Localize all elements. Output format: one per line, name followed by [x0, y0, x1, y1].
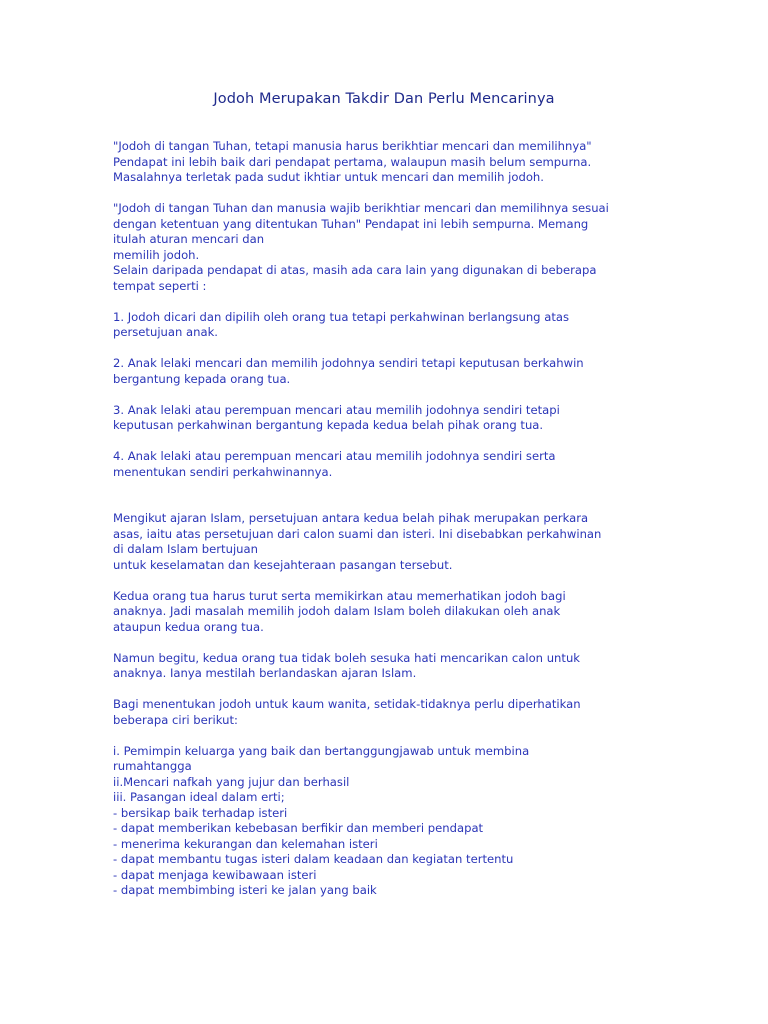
- text-line: tempat seperti :: [113, 278, 207, 293]
- text-line: rumahtangga: [113, 759, 192, 773]
- blank-line: [113, 387, 673, 403]
- text-line: - bersikap baik terhadap isteri: [113, 805, 288, 820]
- document-body: [113, 139, 673, 899]
- text-line: anaknya. Jadi masalah memilih jodoh dalam Islam boleh dilakukan oleh anak: [113, 604, 561, 618]
- text-line: - dapat menjaga kewibawaan isteri: [113, 867, 317, 882]
- text-line: Pendapat ini lebih baik dari pendapat pertama, walaupun masih belum sempurna.: [113, 154, 592, 169]
- text-line: "Jodoh di tangan Tuhan, tetapi manusia harus berikhtiar mencari dan memilihnya": [113, 139, 592, 153]
- text-line: bergantung kepada orang tua.: [113, 371, 291, 386]
- text-line: ataupun kedua orang tua.: [113, 619, 264, 634]
- text-line: ii.Mencari nafkah yang jujur dan berhasil: [113, 774, 350, 789]
- blank-line: [113, 496, 673, 512]
- text-line: beberapa ciri berikut:: [113, 712, 238, 727]
- blank-line: [113, 434, 673, 450]
- text-line: Namun begitu, kedua orang tua tidak boleh sesuka hati mencarikan calon untuk: [113, 650, 581, 665]
- text-line: i. Pemimpin keluarga yang baik dan bertanggungjawab untuk membina: [113, 743, 530, 758]
- text-line: Masalahnya terletak pada sudut ikhtiar untuk mencari dan memilih jodoh.: [113, 170, 544, 184]
- text-line: memilih jodoh.: [113, 247, 200, 262]
- blank-line: [113, 728, 673, 744]
- text-line: - dapat memberikan kebebasan berfikir dan memberi pendapat: [113, 821, 484, 835]
- text-line: Bagi menentukan jodoh untuk kaum wanita, setidak-tidaknya perlu diperhatikan: [113, 697, 581, 711]
- text-line: persetujuan anak.: [113, 325, 218, 339]
- text-line: untuk keselamatan dan kesejahteraan pasangan tersebut.: [113, 557, 453, 572]
- text-line: keputusan perkahwinan bergantung kepada kedua belah pihak orang tua.: [113, 418, 544, 432]
- blank-line: [113, 573, 673, 589]
- text-line: menentukan sendiri perkahwinannya.: [113, 464, 333, 479]
- text-line: iii. Pasangan ideal dalam erti;: [113, 790, 285, 804]
- text-line: 1. Jodoh dicari dan dipilih oleh orang tua tetapi perkahwinan berlangsung atas: [113, 309, 570, 324]
- text-line: Kedua orang tua harus turut serta memikirkan atau memerhatikan jodoh bagi: [113, 588, 566, 603]
- text-line: di dalam Islam bertujuan: [113, 542, 258, 556]
- blank-line: [113, 186, 673, 202]
- text-line: 3. Anak lelaki atau perempuan mencari atau memilih jodohnya sendiri tetapi: [113, 402, 560, 417]
- text-line: itulah aturan mencari dan: [113, 232, 265, 246]
- blank-line: [113, 341, 673, 357]
- blank-line: [113, 635, 673, 651]
- text-line: 2. Anak lelaki mencari dan memilih jodohnya sendiri tetapi keputusan berkahwin: [113, 356, 584, 370]
- text-line: Selain daripada pendapat di atas, masih ada cara lain yang digunakan di beberapa: [113, 263, 597, 277]
- blank-line: [113, 682, 673, 698]
- text-line: asas, iaitu atas persetujuan dari calon suami dan isteri. Ini disebabkan perkahwinan: [113, 526, 602, 541]
- text-line: - dapat membantu tugas isteri dalam keadaan dan kegiatan tertentu: [113, 852, 514, 866]
- text-line: anaknya. Ianya mestilah berlandaskan ajaran Islam.: [113, 666, 417, 680]
- text-line: - dapat membimbing isteri ke jalan yang baik: [113, 883, 377, 897]
- text-line: Mengikut ajaran Islam, persetujuan antara kedua belah pihak merupakan perkara: [113, 511, 589, 525]
- document-title: Jodoh Merupakan Takdir Dan Perlu Mencarinya: [213, 91, 555, 107]
- text-line: "Jodoh di tangan Tuhan dan manusia wajib berikhtiar mencari dan memilihnya sesuai: [113, 201, 609, 215]
- text-line: dengan ketentuan yang ditentukan Tuhan" Pendapat ini lebih sempurna. Memang: [113, 216, 589, 231]
- text-line: 4. Anak lelaki atau perempuan mencari atau memilih jodohnya sendiri serta: [113, 449, 556, 463]
- text-line: - menerima kekurangan dan kelemahan isteri: [113, 836, 378, 851]
- blank-line: [113, 294, 673, 310]
- blank-line: [113, 480, 673, 496]
